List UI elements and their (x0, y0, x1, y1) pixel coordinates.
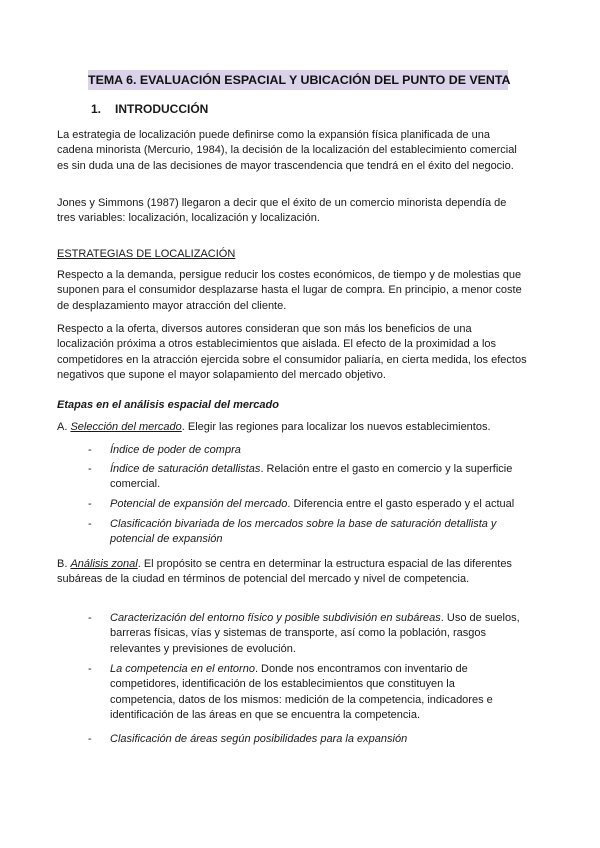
bullet-italic: Índice de saturación detallistas (110, 463, 261, 475)
list-item (88, 732, 520, 747)
stage-a-paragraph (57, 420, 527, 435)
stage-b-paragraph (57, 557, 527, 588)
bullet-italic: La competencia en el entorno (110, 663, 255, 675)
stage-a-title: Selección del mercado (70, 421, 182, 433)
bullet-dash: - (88, 444, 92, 456)
stages-heading: Etapas en el análisis espacial del mercado (57, 399, 279, 411)
stage-a-text: . Elegir las regiones para localizar los nuevos establecimientos. (181, 421, 491, 433)
section-heading-introduccion (91, 101, 208, 117)
bullet-dash: - (88, 612, 92, 624)
bullet-italic: Potencial de expansión del mercado (110, 498, 288, 510)
stage-a-prefix: A. (57, 421, 68, 433)
list-item (88, 611, 520, 657)
strategies-paragraph-supply: Respecto a la oferta, diversos autores consideran que son más los beneficios de una localización próxima a otros establecimientos que aislada. El efecto de la proximidad a los competidores en la atracción ejercida sobre el consumidor paliaría, en cierta medida, los efectos negativos que supone el mayor solapamiento del mercado objetivo. (57, 323, 527, 382)
bullet-italic: Clasificación bivariada de los mercados sobre la base de saturación detallista y potencial de expansión (110, 518, 497, 546)
section-number: 1. (91, 102, 102, 116)
bullet-dash: - (88, 663, 92, 675)
intro-paragraph-2: Jones y Simmons (1987) llegaron a decir que el éxito de un comercio minorista dependía de tres variables: localización, localización y localización. (57, 197, 507, 225)
list-item (88, 517, 520, 548)
list-item (88, 497, 520, 512)
bullet-dash: - (88, 518, 92, 530)
bullet-text: . Uso de suelos, barreras físicas, vías y sistemas de transporte, así como la población, rasgos relevantes y previsiones de evolución. (110, 612, 520, 655)
bullet-text: . Diferencia entre el gasto esperado y el actual (287, 498, 515, 510)
list-item (88, 462, 520, 493)
bullet-text: . Relación entre el gasto en comercio y la superficie comercial. (110, 463, 513, 491)
bullet-dash: - (88, 498, 92, 510)
list-item (88, 443, 520, 458)
strategies-paragraph-demand: Respecto a la demanda, persigue reducir los costes económicos, de tiempo y de molestias que suponen para el consumidor desplazarse hasta el lugar de compra. En principio, a menor coste de desplazamiento mayor atracción del cliente. (57, 269, 522, 312)
bullet-dash: - (88, 463, 92, 475)
list-item (88, 662, 520, 724)
intro-paragraph-1: La estrategia de localización puede definirse como la expansión física planificada de una cadena minorista (Mercurio, 1984), la decisión de la localización del establecimiento comercial es sin duda una de las decisiones de mayor trascendencia que tendrá en el éxito del negocio. (57, 129, 517, 172)
bullet-italic: Clasificación de áreas según posibilidades para la expansión (110, 733, 408, 745)
stage-b-prefix: B. (57, 558, 68, 570)
strategies-heading: ESTRATEGIAS DE LOCALIZACIÓN (57, 248, 236, 260)
stage-b-title: Análisis zonal (70, 558, 138, 570)
bullet-italic: Índice de poder de compra (110, 444, 241, 456)
section-title: INTRODUCCIÓN (115, 102, 209, 116)
bullet-text: . Donde nos encontramos con inventario de competidores, identificación de los establecimientos que constituyen la competencia, datos de los mismos: medición de la competencia, indicadores e identificación de las áreas en que se encuentra la competencia. (110, 663, 493, 722)
stage-b-text: . El propósito se centra en determinar la estructura espacial de las diferentes subáreas de la ciudad en términos de potencial del mercado y nivel de competencia. (57, 558, 512, 586)
bullet-italic: Caracterización del entorno físico y posible subdivisión en subáreas (110, 612, 441, 624)
document-title: TEMA 6. EVALUACIÓN ESPACIAL Y UBICACIÓN DEL PUNTO DE VENTA (88, 70, 508, 90)
bullet-dash: - (88, 733, 92, 745)
